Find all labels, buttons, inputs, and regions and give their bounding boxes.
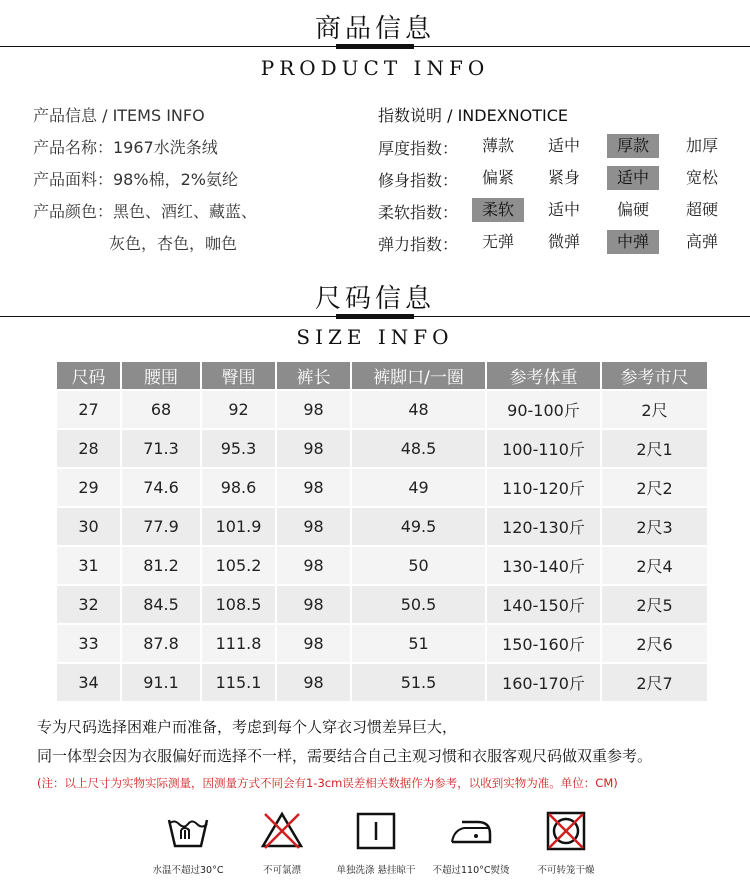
table-cell: 92 <box>201 390 276 429</box>
product-colors-cont: 灰色，杏色，咖色 <box>109 234 238 253</box>
size-section-title: 尺码信息 <box>314 284 435 314</box>
size-table-header <box>56 362 707 390</box>
table-cell: 50 <box>351 546 486 585</box>
table-cell: 48 <box>351 390 486 429</box>
table-cell: 27 <box>56 390 121 429</box>
index-row-label: 修身指数： <box>378 171 459 190</box>
table-cell: 130-140斤 <box>486 546 601 585</box>
table-cell: 98 <box>276 390 351 429</box>
table-cell: 2尺1 <box>601 429 707 468</box>
table-cell: 111.8 <box>201 624 276 663</box>
table-row <box>56 507 707 546</box>
table-cell: 98 <box>276 663 351 701</box>
size-table-header-cell: 臀围 <box>201 362 276 390</box>
table-cell: 98.6 <box>201 468 276 507</box>
table-cell: 33 <box>56 624 121 663</box>
table-cell: 98 <box>276 585 351 624</box>
product-section-accent-bar <box>336 44 414 49</box>
table-cell: 50.5 <box>351 585 486 624</box>
table-cell: 2尺 <box>601 390 707 429</box>
table-cell: 2尺6 <box>601 624 707 663</box>
size-table-header-cell: 参考市尺 <box>601 362 707 390</box>
care-label-no-tumble-dry: 不可转笼干燥 <box>537 865 595 876</box>
table-cell: 29 <box>56 468 121 507</box>
product-fabric: 产品面料：98%棉，2%氨纶 <box>33 170 238 189</box>
table-cell: 98 <box>276 468 351 507</box>
table-cell: 48.5 <box>351 429 486 468</box>
table-cell: 108.5 <box>201 585 276 624</box>
table-cell: 34 <box>56 663 121 701</box>
table-cell: 31 <box>56 546 121 585</box>
table-cell: 51 <box>351 624 486 663</box>
table-cell: 91.1 <box>121 663 201 701</box>
table-row <box>56 390 707 429</box>
table-cell: 160-170斤 <box>486 663 601 701</box>
wash-30-icon <box>165 808 211 858</box>
table-cell: 150-160斤 <box>486 624 601 663</box>
note-line-1: 专为尺码选择困难户而准备，考虑到每个人穿衣习惯差异巨大， <box>37 718 458 736</box>
product-section-subtitle: PRODUCT INFO <box>260 56 490 80</box>
index-option: 适中 <box>547 200 580 219</box>
table-cell: 77.9 <box>121 507 201 546</box>
table-row <box>56 624 707 663</box>
index-option: 加厚 <box>685 136 718 155</box>
size-table-header-cell: 裤脚口/一圈 <box>351 362 486 390</box>
index-option: 超硬 <box>685 200 718 219</box>
care-label-iron: 不超过110°C熨烫 <box>432 865 510 876</box>
index-option: 紧身 <box>547 168 580 187</box>
no-bleach-icon <box>259 808 305 858</box>
index-option: 偏硬 <box>616 200 649 219</box>
table-cell: 2尺4 <box>601 546 707 585</box>
table-cell: 32 <box>56 585 121 624</box>
size-table-header-cell: 腰围 <box>121 362 201 390</box>
care-label-no-bleach: 不可氯漂 <box>262 865 301 876</box>
hang-dry-icon <box>353 808 399 858</box>
table-cell: 84.5 <box>121 585 201 624</box>
table-cell: 105.2 <box>201 546 276 585</box>
index-option-selected: 厚款 <box>607 134 659 158</box>
index-option: 适中 <box>547 136 580 155</box>
size-section-accent-bar <box>336 314 414 319</box>
table-row <box>56 546 707 585</box>
table-cell: 2尺7 <box>601 663 707 701</box>
care-label-wash: 水温不超过30°C <box>152 865 224 876</box>
table-cell: 98 <box>276 507 351 546</box>
index-option-selected: 柔软 <box>472 198 524 222</box>
size-table-header-cell: 参考体重 <box>486 362 601 390</box>
size-table-header-cell: 尺码 <box>56 362 121 390</box>
table-row <box>56 429 707 468</box>
care-label-hang-dry: 单独洗涤 悬挂晾干 <box>336 865 416 876</box>
table-cell: 100-110斤 <box>486 429 601 468</box>
items-info-heading: 产品信息 / ITEMS INFO <box>33 106 205 125</box>
index-heading: 指数说明 / INDEXNOTICE <box>378 106 568 125</box>
table-cell: 81.2 <box>121 546 201 585</box>
index-option-selected: 中弹 <box>607 230 659 254</box>
table-cell: 30 <box>56 507 121 546</box>
table-cell: 49.5 <box>351 507 486 546</box>
table-cell: 98 <box>276 429 351 468</box>
table-cell: 95.3 <box>201 429 276 468</box>
table-cell: 140-150斤 <box>486 585 601 624</box>
table-cell: 51.5 <box>351 663 486 701</box>
table-cell: 68 <box>121 390 201 429</box>
table-cell: 87.8 <box>121 624 201 663</box>
table-cell: 110-120斤 <box>486 468 601 507</box>
iron-110-icon <box>448 808 494 858</box>
product-colors: 产品颜色：黑色、酒红、藏蓝、 <box>33 202 258 221</box>
table-cell: 2尺5 <box>601 585 707 624</box>
note-disclaimer: (注：以上尺寸为实物实际测量，因测量方式不同会有1-3cm误差相关数据作为参考，以收到实物为准。单位：CM) <box>37 776 618 790</box>
table-cell: 98 <box>276 624 351 663</box>
index-row-label: 弹力指数： <box>378 235 459 254</box>
table-cell: 49 <box>351 468 486 507</box>
index-option: 微弹 <box>547 232 580 251</box>
size-table <box>55 362 707 701</box>
index-option: 高弹 <box>685 232 718 251</box>
table-cell: 120-130斤 <box>486 507 601 546</box>
size-section-subtitle: SIZE INFO <box>296 325 454 349</box>
table-cell: 115.1 <box>201 663 276 701</box>
index-option-selected: 适中 <box>607 166 659 190</box>
product-name: 产品名称：1967水洗条绒 <box>33 138 218 157</box>
table-row <box>56 585 707 624</box>
table-cell: 101.9 <box>201 507 276 546</box>
size-table-header-cell: 裤长 <box>276 362 351 390</box>
index-option: 薄款 <box>481 136 514 155</box>
index-option: 偏紧 <box>481 168 514 187</box>
index-row-label: 厚度指数： <box>378 139 459 158</box>
table-cell: 98 <box>276 546 351 585</box>
index-option: 宽松 <box>685 168 718 187</box>
table-cell: 2尺3 <box>601 507 707 546</box>
table-cell: 74.6 <box>121 468 201 507</box>
index-row-label: 柔软指数： <box>378 203 459 222</box>
no-tumble-dry-icon <box>543 808 589 858</box>
table-cell: 71.3 <box>121 429 201 468</box>
table-cell: 28 <box>56 429 121 468</box>
index-option: 无弹 <box>481 232 514 251</box>
product-section-title: 商品信息 <box>314 14 435 44</box>
table-cell: 90-100斤 <box>486 390 601 429</box>
table-row <box>56 663 707 701</box>
note-line-2: 同一体型会因为衣服偏好而选择不一样，需要结合自己主观习惯和衣服客观尺码做双重参考。 <box>37 747 653 765</box>
table-row <box>56 468 707 507</box>
table-cell: 2尺2 <box>601 468 707 507</box>
